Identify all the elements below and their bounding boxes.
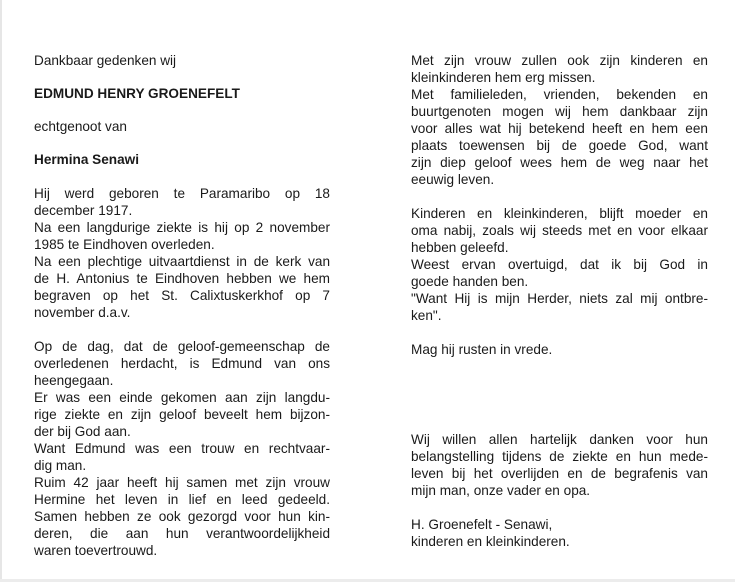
- bio-line: de H. Antonius te Eindhoven hebben we hem: [34, 271, 330, 286]
- family-line: Met familieleden, vrienden, bekenden en: [411, 87, 708, 102]
- bio-line: november d.a.v.: [34, 305, 131, 320]
- reflection-line: overledenen herdacht, is Edmund van ons: [34, 356, 330, 371]
- message-line: oma nabij, zoals wij steeds met en voor elkaar: [411, 223, 708, 238]
- thanks-line: leven bij het overlijden en de begrafenis van: [411, 466, 708, 481]
- reflection-line: waren toevertrouwd.: [34, 543, 158, 558]
- bio-line: Na een plechtige uitvaartdienst in de kerk van: [34, 254, 330, 269]
- family-line: eeuwig leven.: [411, 172, 495, 187]
- reflection-line: rige ziekte en zijn geloof beveelt hem bijzon-: [34, 407, 330, 422]
- family-paragraph: [411, 52, 708, 188]
- bio-line: december 1917.: [34, 203, 133, 218]
- message-line: Kinderen en kleinkinderen, blijft moeder en: [411, 206, 708, 221]
- bio-line: 1985 te Eindhoven overleden.: [34, 237, 215, 252]
- message-line: hebben geleefd.: [411, 240, 509, 255]
- bio-line: Na een langdurige ziekte is hij op 2 november: [34, 220, 330, 235]
- signature-block: [411, 516, 708, 550]
- scan-edge-left: [0, 0, 2, 582]
- bio-line: Hij werd geboren te Paramaribo op 18: [34, 186, 330, 201]
- reflection-line: dig man.: [34, 458, 87, 473]
- reflection-line: Er was een einde gekomen aan zijn langdu-: [34, 390, 330, 405]
- left-column: [34, 52, 330, 559]
- message-line: Weest ervan overtuigd, dat ik bij God in: [411, 257, 708, 272]
- signature-line: H. Groenefelt - Senawi,: [411, 517, 553, 532]
- deceased-name: EDMUND HENRY GROENEFELT: [34, 86, 240, 101]
- thanks-line: mijn man, onze vader en opa.: [411, 483, 591, 498]
- thanks-line: Wij willen allen hartelijk danken voor hun: [411, 432, 708, 447]
- family-line: buurtgenoten mogen wij hem dankbaar zijn: [411, 104, 708, 119]
- reflection-line: Ruim 42 jaar heeft hij samen met zijn vrouw: [34, 475, 330, 490]
- reflection-paragraph: [34, 338, 330, 559]
- bio-paragraph: [34, 185, 330, 321]
- family-line: Met zijn vrouw zullen ook zijn kinderen en: [411, 53, 708, 68]
- family-line: zijn diep geloof wees hem de weg naar het: [411, 155, 708, 170]
- family-line: voor alles wat hij betekend heeft en hem een: [411, 121, 708, 136]
- right-column: [411, 52, 708, 550]
- reflection-line: der bij God aan.: [34, 424, 131, 439]
- reflection-line: Op de dag, dat de geloof-gemeenschap de: [34, 339, 330, 354]
- reflection-line: Want Edmund was een trouw en rechtvaar-: [34, 441, 330, 456]
- spouse-name: Hermina Senawi: [34, 152, 140, 167]
- message-line: goede handen ben.: [411, 274, 529, 289]
- bio-line: begraven op het St. Calixtuskerkhof op 7: [34, 288, 330, 303]
- reflection-line: heengegaan.: [34, 373, 114, 388]
- message-paragraph: [411, 205, 708, 324]
- reflection-line: Samen hebben ze ook gezorgd voor hun kin-: [34, 509, 330, 524]
- rest-in-peace-text: Mag hij rusten in vrede.: [411, 342, 553, 357]
- message-line: "Want Hij is mijn Herder, niets zal mij ontbre-: [411, 291, 708, 306]
- reflection-line: deren, die aan hun verantwoordelijkheid: [34, 526, 330, 541]
- message-line: ken".: [411, 308, 442, 323]
- relation-text: echtgenoot van: [34, 119, 127, 134]
- family-line: kleinkinderen hem erg missen.: [411, 70, 596, 85]
- reflection-line: Hermine het leven in lief en leed gedeeld.: [34, 492, 330, 507]
- family-line: plaats toewensen bij de goede God, want: [411, 138, 708, 153]
- thanks-paragraph: [411, 431, 708, 499]
- thanks-line: belangstelling tijdens de ziekte en hun mede-: [411, 449, 708, 464]
- intro-text: Dankbaar gedenken wij: [34, 53, 177, 68]
- signature-line: kinderen en kleinkinderen.: [411, 534, 570, 549]
